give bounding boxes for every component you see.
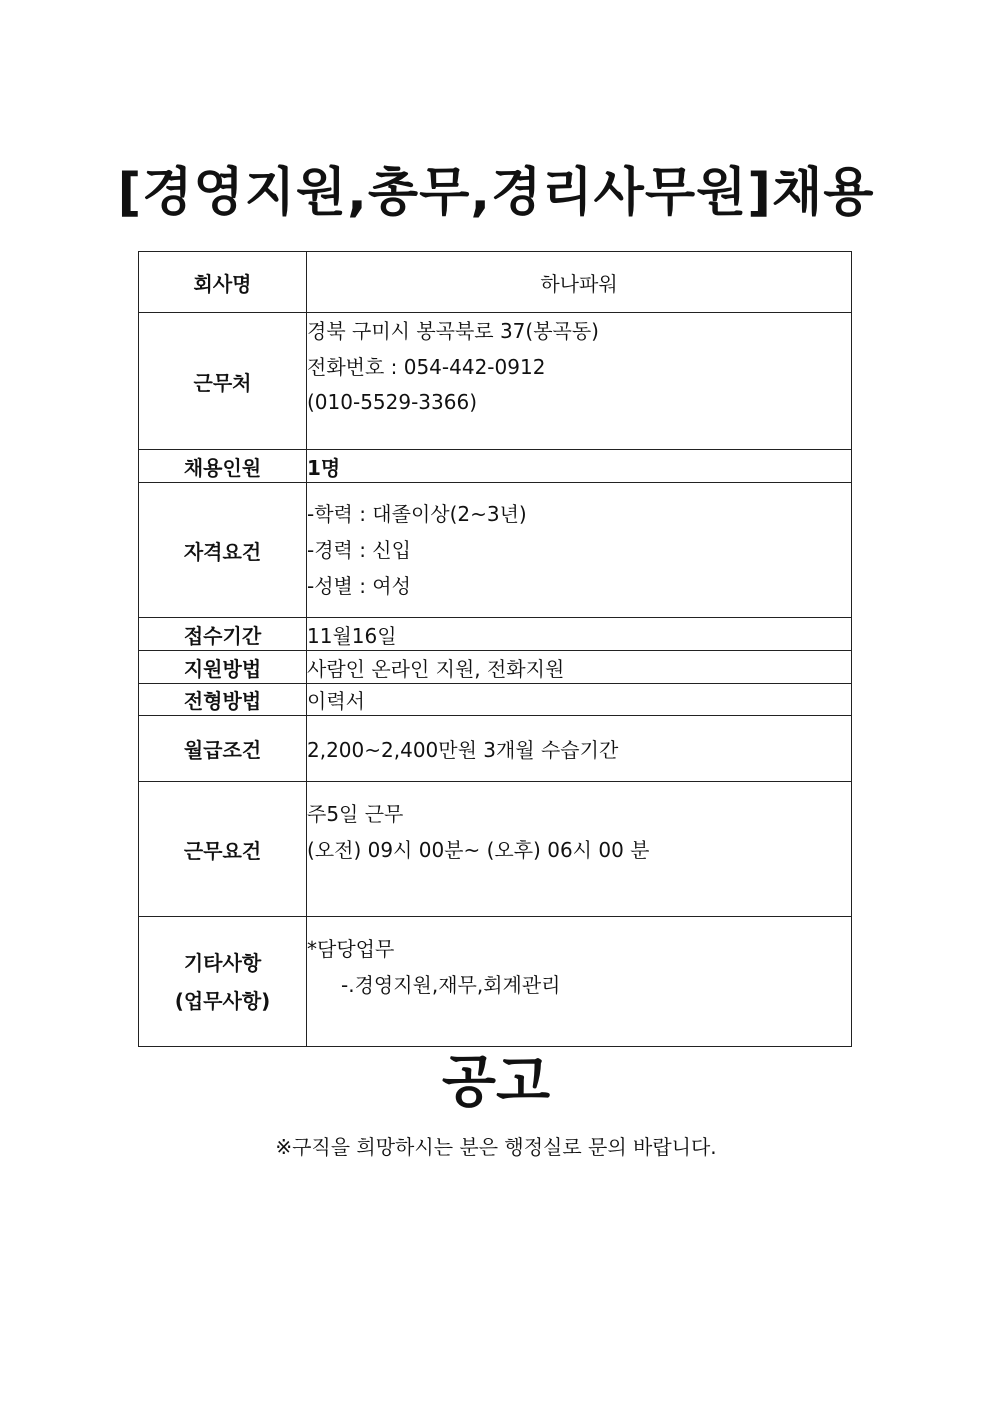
table-row: [139, 483, 852, 618]
workplace-address: 경북 구미시 봉곡북로 37(봉곡동): [307, 319, 599, 343]
headcount-value: 1명: [307, 450, 852, 483]
etc-label-line2: (업무사항): [174, 988, 271, 1013]
apply-method-label: 지원방법: [139, 651, 307, 684]
qualification-experience: -경력 : 신입: [307, 538, 411, 562]
duties-detail: -.경영지원,재무,회계관리: [341, 973, 561, 997]
page-title: [경영지원,총무,경리사무원]채용: [117, 163, 875, 223]
work-conditions-value: [307, 782, 852, 917]
salary-label: 월급조건: [139, 716, 307, 782]
table-row: [139, 651, 852, 684]
qualification-education: -학력 : 대졸이상(2~3년): [307, 502, 527, 526]
contact-footnote: ※구직을 희망하시는 분은 행정실로 문의 바랍니다.: [275, 1135, 717, 1159]
screening-value: 이력서: [307, 684, 852, 716]
company-value: 하나파워: [307, 252, 852, 313]
table-row: [139, 716, 852, 782]
period-label: 접수기간: [139, 618, 307, 651]
notice-heading: 공고: [441, 1050, 551, 1115]
workplace-mobile: (010-5529-3366): [307, 390, 478, 414]
work-conditions-label: 근무요건: [139, 782, 307, 917]
table-row: [139, 313, 852, 450]
qualifications-label: 자격요건: [139, 483, 307, 618]
qualification-gender: -성별 : 여성: [307, 574, 411, 598]
table-row: [139, 450, 852, 483]
job-posting-table: [138, 251, 852, 1047]
salary-value: 2,200~2,400만원 3개월 수습기간: [307, 716, 852, 782]
workplace-value: [307, 313, 852, 450]
etc-label-line1: 기타사항: [183, 950, 262, 975]
workplace-label: 근무처: [139, 313, 307, 450]
work-days: 주5일 근무: [307, 802, 404, 826]
period-value: 11월16일: [307, 618, 852, 651]
etc-value: [307, 917, 852, 1047]
table-row: [139, 782, 852, 917]
screening-label: 전형방법: [139, 684, 307, 716]
headcount-label: 채용인원: [139, 450, 307, 483]
table-row: [139, 618, 852, 651]
qualifications-value: [307, 483, 852, 618]
apply-method-value: 사람인 온라인 지원, 전화지원: [307, 651, 852, 684]
table-row: [139, 684, 852, 716]
company-label: 회사명: [139, 252, 307, 313]
table-row: [139, 252, 852, 313]
duties-heading: *담당업무: [307, 937, 395, 961]
etc-label: [139, 917, 307, 1047]
work-hours: (오전) 09시 00분~ (오후) 06시 00 분: [307, 838, 650, 862]
table-row: [139, 917, 852, 1047]
workplace-phone: 전화번호 : 054-442-0912: [307, 355, 546, 379]
